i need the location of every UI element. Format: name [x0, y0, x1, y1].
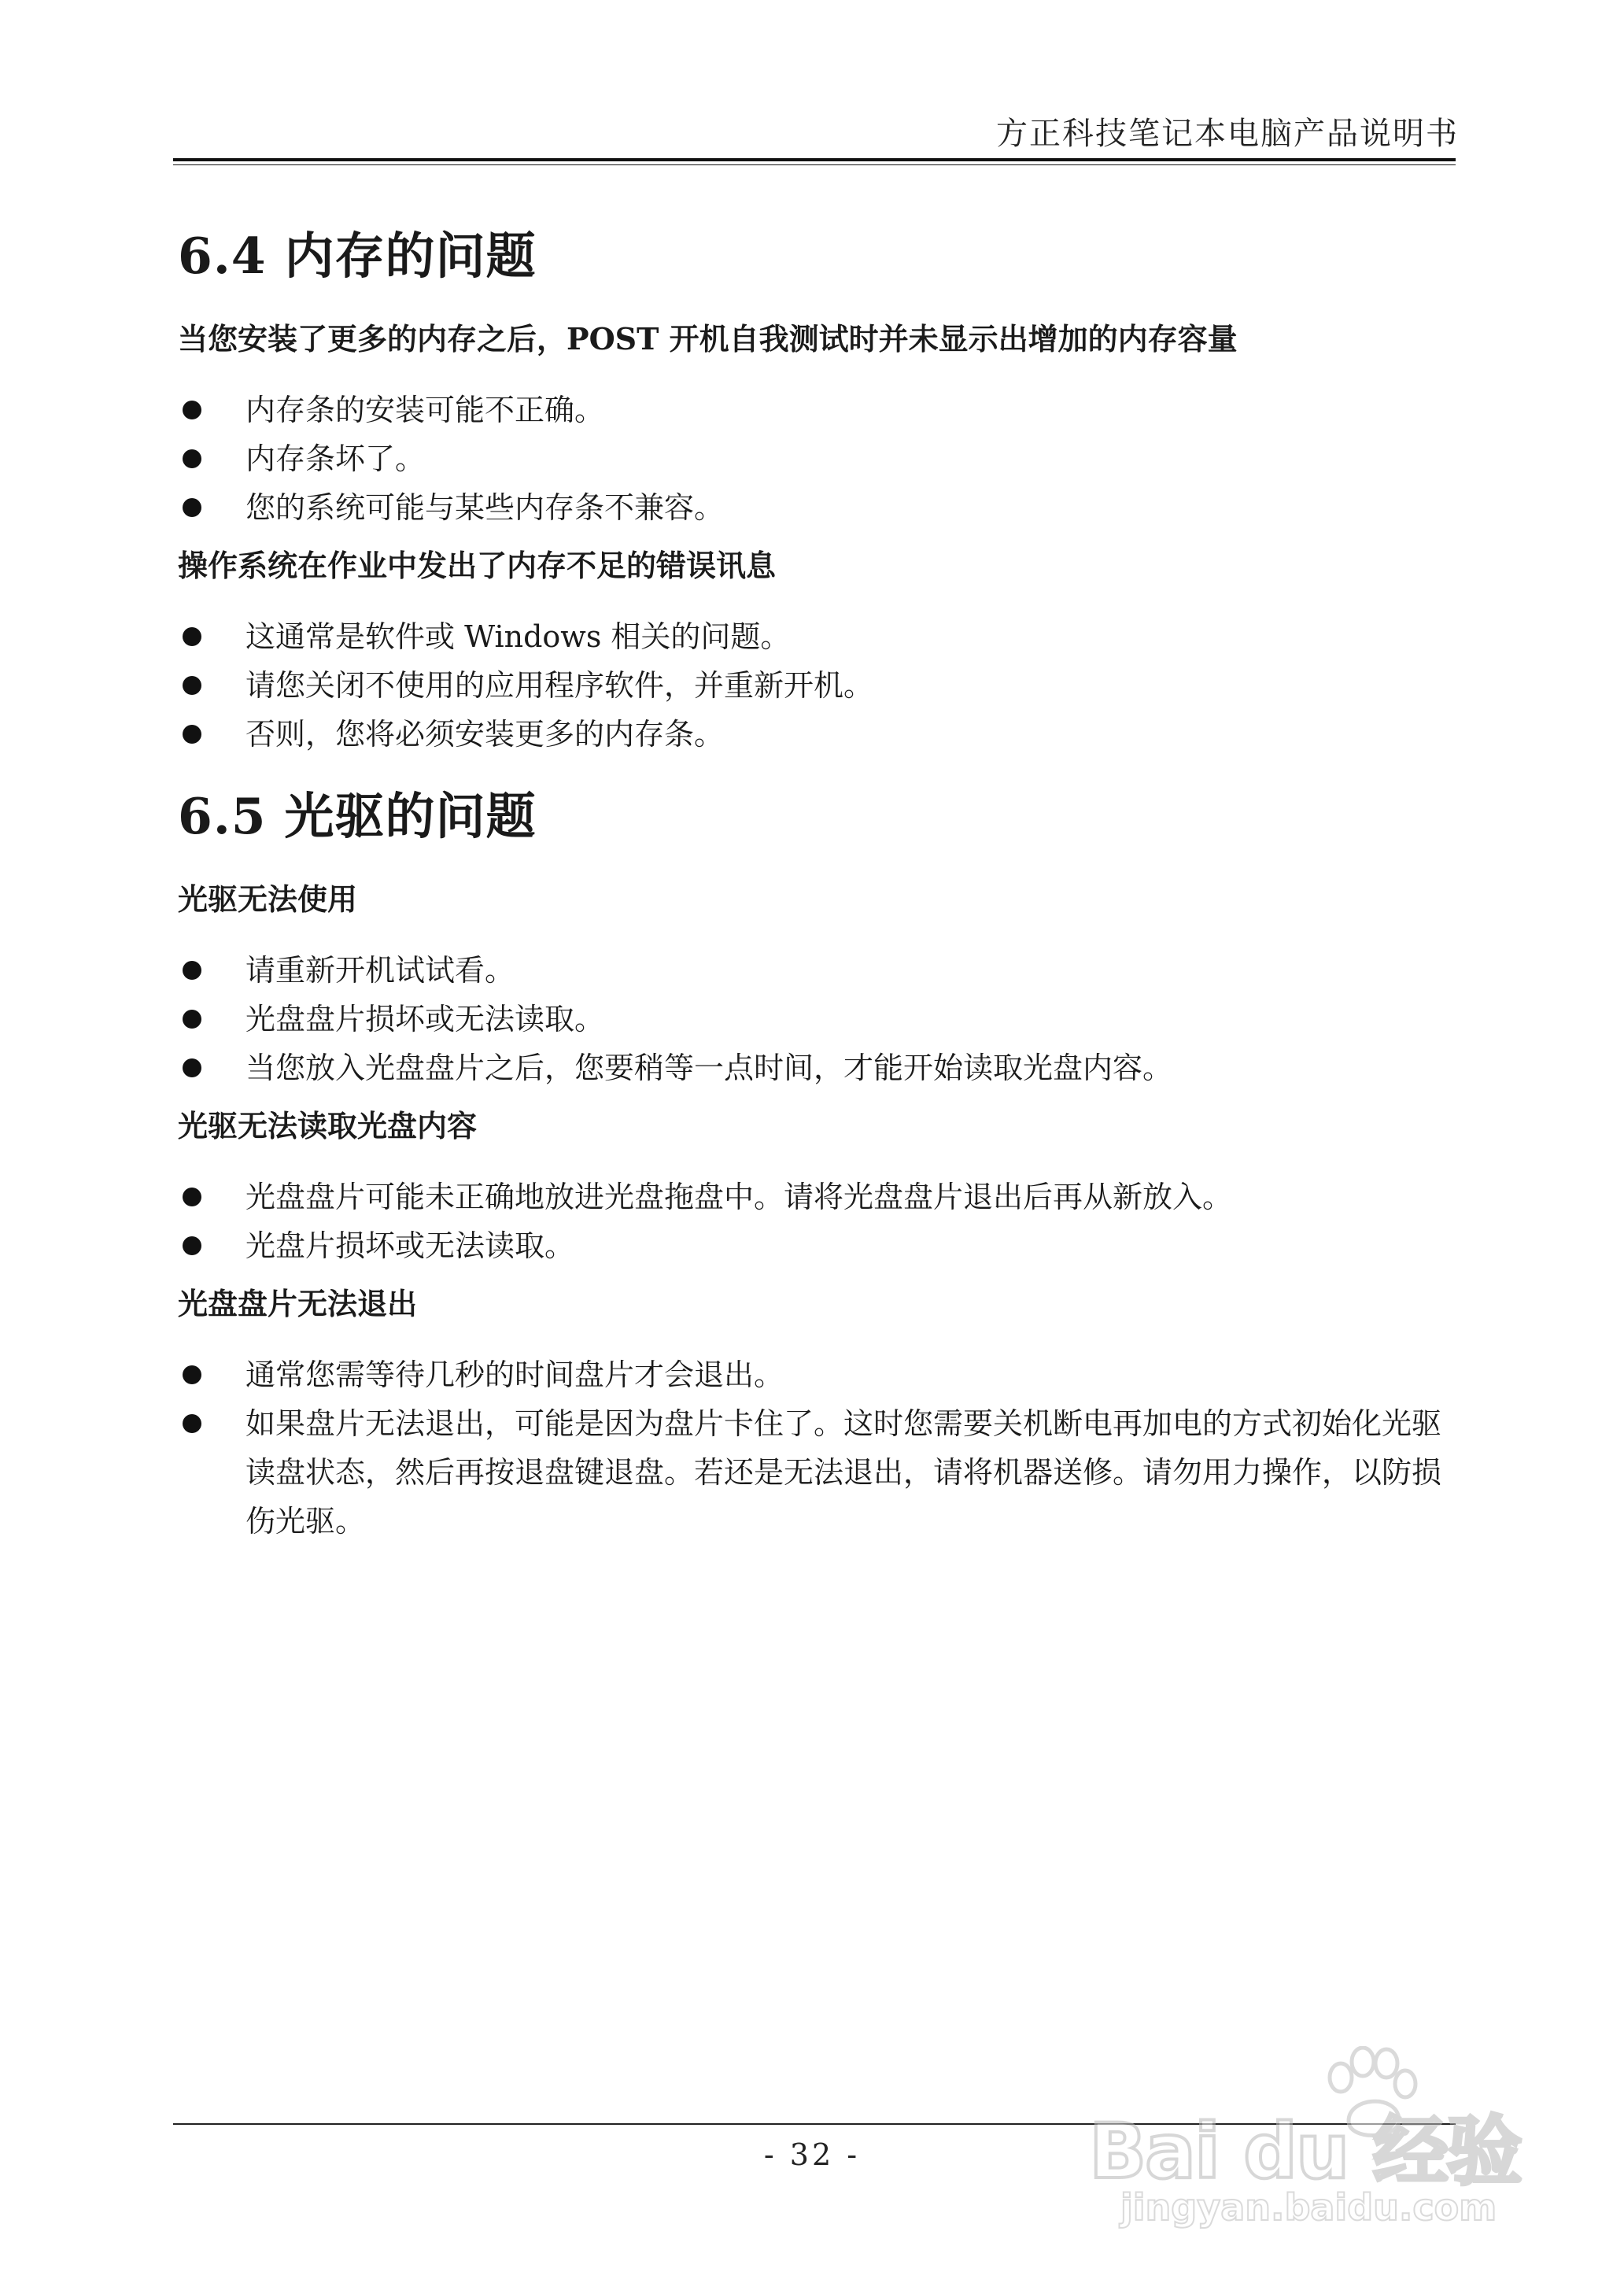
subheading-out-of-memory: 操作系统在作业中发出了内存不足的错误讯息: [178, 548, 777, 583]
list-item-text: 如果盘片无法退出，可能是因为盘片卡住了。这时您需要关机断电再加电的方式初始化光驱读盘状态，然后再按退盘键退盘。若还是无法退出，请将机器送修。请勿用力操作，以防损伤光驱。: [245, 1406, 1442, 1539]
subheading-drive-unusable: 光驱无法使用: [178, 881, 358, 917]
list-item-text: 当您放入光盘盘片之后，您要稍等一点时间，才能开始读取光盘内容。: [245, 1051, 1173, 1085]
list-item-text: 请重新开机试试看。: [245, 953, 515, 988]
list-item: [178, 386, 1468, 434]
page-content: [178, 212, 1468, 1560]
bullet-list: [178, 1350, 1468, 1546]
bullet-list: [178, 1173, 1468, 1270]
bullet-icon: [183, 1010, 201, 1029]
list-item-text: 内存条的安装可能不正确。: [245, 393, 605, 427]
bullet-icon: [183, 1058, 201, 1077]
page-number: - 32 -: [763, 2137, 861, 2172]
bullet-list: [178, 386, 1468, 532]
bullet-icon: [183, 401, 201, 419]
list-item-text: 内存条坏了。: [245, 441, 426, 476]
bullet-icon: [183, 1365, 201, 1384]
bullet-list: [178, 612, 1468, 759]
list-item-text: 否则，您将必须安装更多的内存条。: [245, 717, 725, 752]
header-rule-thin: [173, 164, 1456, 165]
subheading-disc-wont-eject: 光盘盘片无法退出: [178, 1286, 418, 1321]
bullet-icon: [183, 627, 201, 646]
subheading-cannot-read-disc: 光驱无法读取光盘内容: [178, 1108, 478, 1143]
bullet-icon: [183, 1188, 201, 1206]
watermark-brand: Bai du 经验: [1089, 2107, 1521, 2196]
subheading-memory-not-shown: 当您安装了更多的内存之后，POST 开机自我测试时并未显示出增加的内存容量: [178, 321, 1238, 356]
list-item: [178, 1173, 1468, 1221]
section-title-memory: 6.4 内存的问题: [178, 227, 537, 285]
list-item-text: 光盘片损坏或无法读取。: [245, 1228, 575, 1263]
list-item: [178, 434, 1468, 483]
list-item: [178, 995, 1468, 1044]
list-item: [178, 1221, 1468, 1270]
list-item: [178, 483, 1468, 532]
list-item-text: 您的系统可能与某些内存条不兼容。: [245, 490, 725, 525]
list-item: [178, 1399, 1468, 1546]
document-header-title: 方正科技笔记本电脑产品说明书: [996, 116, 1459, 152]
list-item-text: 请您关闭不使用的应用程序软件，并重新开机。: [245, 668, 874, 703]
bullet-icon: [183, 449, 201, 468]
bullet-icon: [183, 961, 201, 980]
header-rule: [173, 158, 1456, 161]
list-item: [178, 946, 1468, 995]
bullet-icon: [183, 498, 201, 517]
list-item-text: 光盘盘片可能未正确地放进光盘拖盘中。请将光盘盘片退出后再从新放入。: [245, 1180, 1233, 1214]
list-item-text: 通常您需等待几秒的时间盘片才会退出。: [245, 1358, 784, 1392]
bullet-icon: [183, 725, 201, 744]
bullet-icon: [183, 1414, 201, 1433]
list-item-text: 这通常是软件或 Windows 相关的问题。: [245, 619, 791, 654]
list-item: [178, 661, 1468, 710]
list-item: [178, 1350, 1468, 1399]
bullet-icon: [183, 1236, 201, 1255]
bullet-list: [178, 946, 1468, 1092]
list-item: [178, 612, 1468, 661]
list-item: [178, 1044, 1468, 1092]
baidu-jingyan-watermark: [1089, 2046, 1530, 2243]
bullet-icon: [183, 676, 201, 695]
watermark-url: jingyan.baidu.com: [1120, 2186, 1497, 2229]
list-item: [178, 710, 1468, 759]
list-item-text: 光盘盘片损坏或无法读取。: [245, 1002, 605, 1036]
section-title-optical-drive: 6.5 光驱的问题: [178, 787, 537, 845]
